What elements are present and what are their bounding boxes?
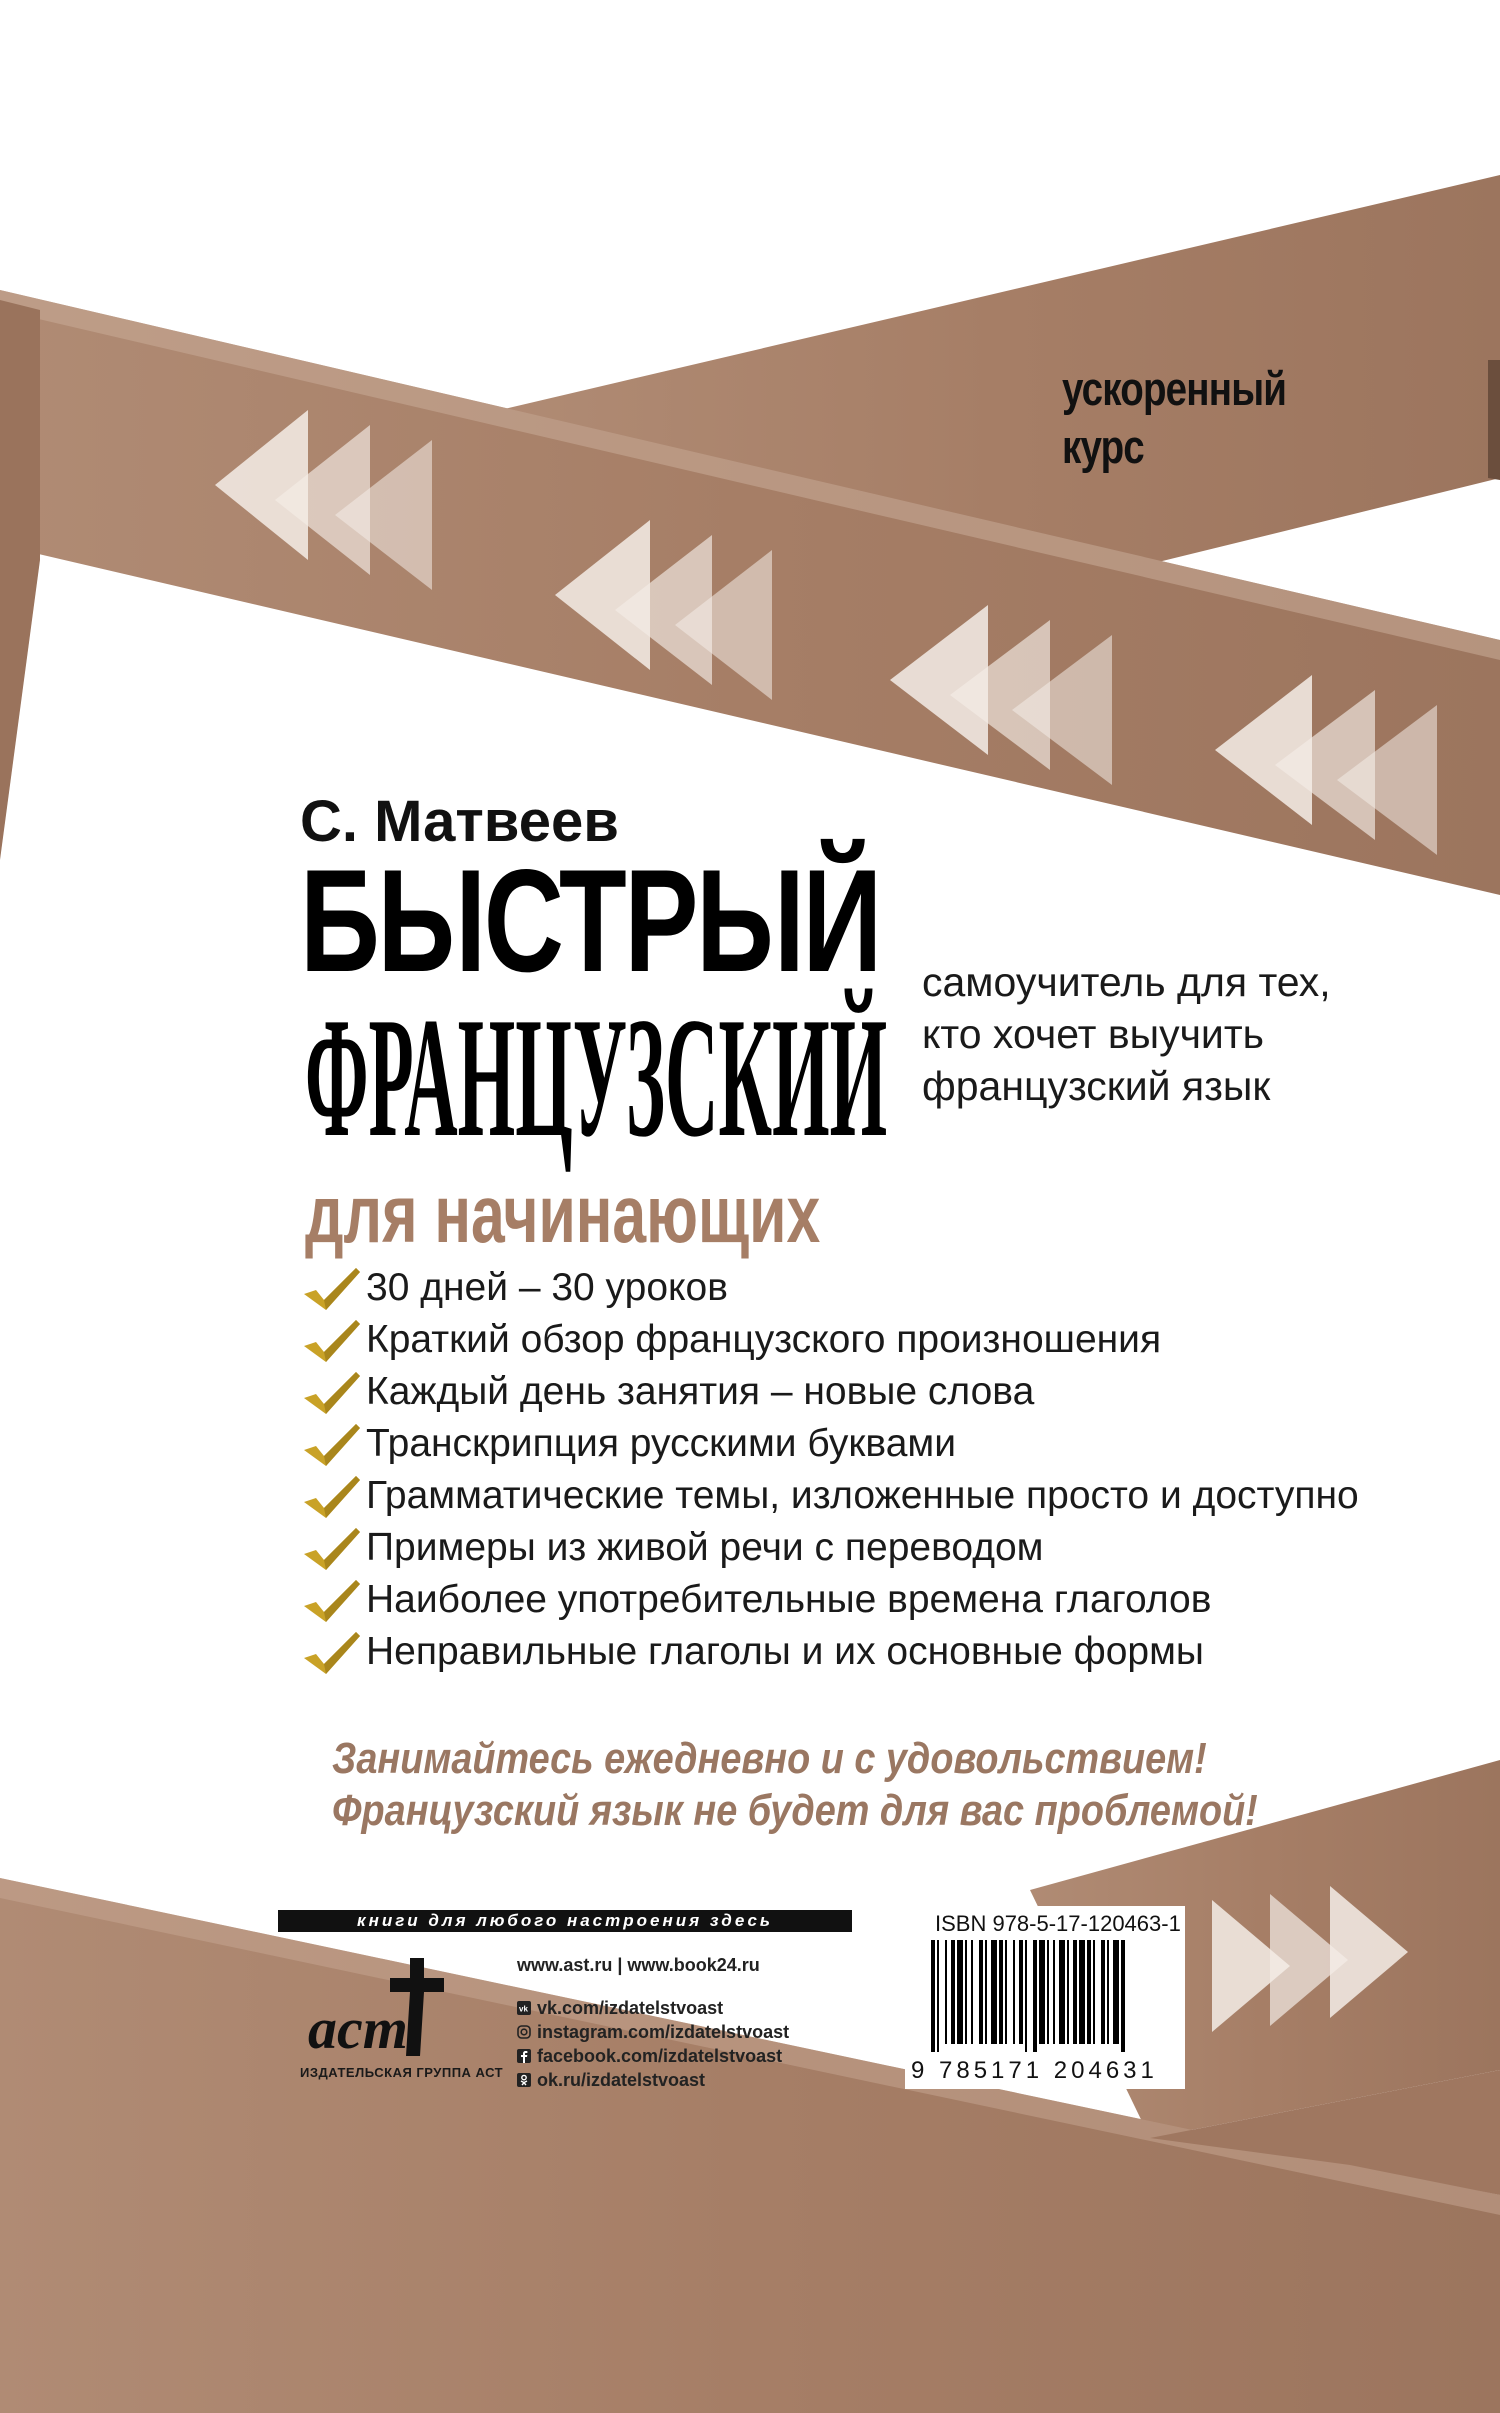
barcode-bar xyxy=(1073,1940,1077,2044)
barcode-bar xyxy=(1121,1940,1125,2052)
feature-item xyxy=(300,1470,1359,1522)
barcode-bar xyxy=(945,1940,947,2044)
barcode-bar xyxy=(1005,1940,1007,2044)
social-link-vk[interactable] xyxy=(517,1996,789,2020)
feature-item xyxy=(300,1314,1359,1366)
social-handle: izdatelstvoast xyxy=(670,2021,790,2042)
tagline-line: французский язык xyxy=(922,1063,1271,1109)
checkmark-icon xyxy=(300,1576,362,1624)
barcode-bar xyxy=(1013,1940,1015,2044)
social-prefix: ok.ru/ xyxy=(537,2069,587,2090)
mood-strip: книги для любого настроения здесь xyxy=(278,1910,852,1932)
social-link-ok[interactable] xyxy=(517,2068,789,2092)
barcode-digits: 9 785171 204631 xyxy=(911,2057,1158,2084)
social-handle: izdatelstvoast xyxy=(663,2045,783,2066)
checkmark-icon xyxy=(300,1264,362,1312)
barcode-bar xyxy=(985,1940,987,2044)
social-prefix: vk.com/ xyxy=(537,1997,605,2018)
barcode-bar xyxy=(937,1940,939,2052)
barcode-bar xyxy=(931,1940,935,2052)
social-prefix: facebook.com/ xyxy=(537,2045,664,2066)
feature-item xyxy=(300,1366,1359,1418)
barcode-bar xyxy=(1039,1940,1045,2044)
barcode-bar xyxy=(1053,1940,1055,2044)
title-line3: для начинающих xyxy=(305,1169,821,1260)
barcode-icon xyxy=(931,1940,1181,2052)
badge-line2: курс xyxy=(1062,420,1144,473)
barcode-bar xyxy=(1101,1940,1105,2044)
isbn-number: ISBN 978-5-17-120463-1 xyxy=(935,1911,1181,1936)
logo-text: аст xyxy=(308,1996,408,2061)
website-links[interactable]: www.ast.ru | www.book24.ru xyxy=(517,1955,760,1975)
tagline-line: кто хочет выучить xyxy=(922,1011,1264,1057)
barcode-panel xyxy=(905,1906,1185,2089)
checkmark-icon xyxy=(300,1524,362,1572)
feature-item xyxy=(300,1522,1359,1574)
feature-item xyxy=(300,1262,1359,1314)
svg-text:vk: vk xyxy=(519,2004,528,2014)
barcode-bar xyxy=(1025,1940,1027,2052)
instagram-icon xyxy=(517,2025,531,2039)
barcode-bar xyxy=(1033,1940,1037,2052)
barcode-bar xyxy=(1067,1940,1069,2044)
feature-item xyxy=(300,1574,1359,1626)
tagline-line: самоучитель для тех, xyxy=(922,959,1331,1005)
feature-list xyxy=(300,1262,1359,1678)
checkmark-icon xyxy=(300,1420,362,1468)
barcode-bar xyxy=(1113,1940,1119,2044)
barcode-bar xyxy=(991,1940,997,2044)
barcode-bar xyxy=(1059,1940,1065,2044)
feature-text: 30 дней – 30 уроков xyxy=(366,1266,728,1309)
title-line2: ФРАНЦУЗСКИЙ xyxy=(305,983,888,1173)
barcode-bar xyxy=(965,1940,967,2044)
vk-icon xyxy=(517,2001,531,2015)
feature-text: Краткий обзор французского произношения xyxy=(366,1318,1162,1361)
barcode-bar xyxy=(979,1940,983,2044)
feature-text: Транскрипция русскими буквами xyxy=(366,1422,956,1465)
slogan-line1: Занимайтесь ежедневно и с удовольствием! xyxy=(332,1734,1207,1783)
checkmark-icon xyxy=(300,1316,362,1364)
barcode-bar xyxy=(1047,1940,1049,2044)
course-badge xyxy=(1062,360,1286,476)
feature-item xyxy=(300,1626,1359,1678)
publisher-links xyxy=(517,1955,789,2092)
ok-icon xyxy=(517,2073,531,2087)
social-handle: izdatelstvoast xyxy=(586,2069,706,2090)
tagline xyxy=(922,956,1382,1112)
social-link-facebook[interactable] xyxy=(517,2044,789,2068)
barcode-bar xyxy=(1087,1940,1091,2044)
facebook-icon xyxy=(517,2049,531,2063)
feature-text: Грамматические темы, изложенные просто и доступно xyxy=(366,1474,1359,1517)
checkmark-icon xyxy=(300,1368,362,1416)
feature-text: Каждый день занятия – новые слова xyxy=(366,1370,1035,1413)
social-prefix: instagram.com/ xyxy=(537,2021,671,2042)
title-line1: БЫСТРЫЙ xyxy=(300,839,880,1002)
social-handle: izdatelstvoast xyxy=(604,1997,724,2018)
barcode-bar xyxy=(971,1940,973,2044)
checkmark-icon xyxy=(300,1628,362,1676)
logo-caption: ИЗДАТЕЛЬСКАЯ ГРУППА АСТ xyxy=(300,2065,504,2080)
badge-line1: ускоренный xyxy=(1062,362,1287,415)
social-link-instagram[interactable] xyxy=(517,2020,789,2044)
checkmark-icon xyxy=(300,1472,362,1520)
author-name: С. Матвеев xyxy=(300,789,619,854)
feature-item xyxy=(300,1418,1359,1470)
feature-text: Примеры из живой речи с переводом xyxy=(366,1526,1044,1569)
publisher-logo xyxy=(306,1952,462,2064)
feature-text: Неправильные глаголы и их основные формы xyxy=(366,1630,1204,1673)
feature-text: Наиболее употребительные времена глаголов xyxy=(366,1578,1212,1621)
barcode-bar xyxy=(1079,1940,1085,2044)
barcode-bar xyxy=(951,1940,955,2044)
barcode-bar xyxy=(999,1940,1003,2044)
barcode-bar xyxy=(1019,1940,1023,2044)
band-left-fold xyxy=(0,300,40,860)
barcode-bar xyxy=(957,1940,963,2044)
barcode-bar xyxy=(1093,1940,1095,2044)
slogan-line2: Французский язык не будет для вас проблемой! xyxy=(332,1786,1258,1835)
barcode-bar xyxy=(1107,1940,1109,2044)
